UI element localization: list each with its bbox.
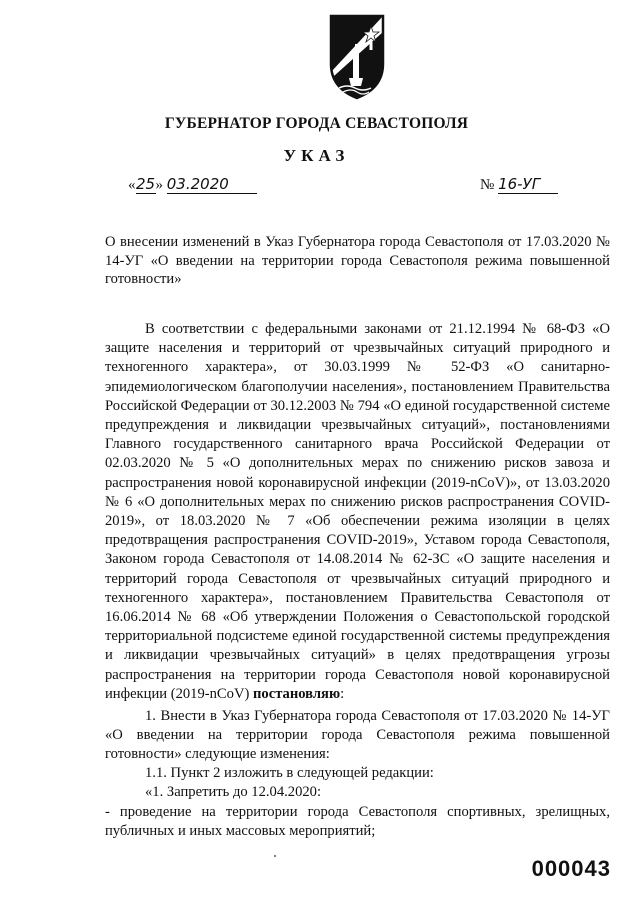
- date-month-year: 03.2020: [167, 175, 257, 194]
- date-day: 25: [135, 175, 156, 193]
- decree-subject: О внесении изменений в Указ Губернатора города Севастополя от 17.03.2020 № 14-УГ «О введении на территории города Севастополя режима повышенной готовности»: [105, 234, 610, 287]
- decree-date: [128, 175, 257, 194]
- issuing-authority: ГУБЕРНАТОР ГОРОДА СЕВАСТОПОЛЯ: [164, 115, 469, 132]
- bullet-item: - проведение на территории города Севастополя спортивных, зрелищных, публичных и иных массовых мероприятий;: [105, 804, 610, 840]
- item-1-1: 1.1. Пункт 2 изложить в следующей редакции:: [145, 765, 434, 781]
- date-close-quote: »: [155, 177, 163, 193]
- decision-word: постановляю: [253, 685, 341, 702]
- number-sign: №: [480, 177, 495, 193]
- document-type: УКАЗ: [283, 146, 350, 165]
- sevastopol-coat-of-arms-icon: [325, 12, 389, 100]
- preamble-paragraph: [105, 320, 610, 704]
- decree-number: [480, 175, 558, 194]
- document-serial-number: 000043: [531, 856, 611, 881]
- item-1: 1. Внести в Указ Губернатора города Севастополя от 17.03.2020 № 14-УГ «О введении на территории города Севастополя режима повышенной готовности» следующие изменения:: [105, 708, 610, 763]
- quoted-item-1: «1. Запретить до 12.04.2020:: [145, 784, 322, 800]
- decision-colon: :: [340, 685, 345, 702]
- preamble-text: В соответствии с федеральными законами от 21.12.1994 № 68-ФЗ «О защите населения и территорий от чрезвычайных ситуаций природного и техногенного характера», от 30.03.1999 № 52-ФЗ «О санитарно-эпидемиологическом благополучии населения», постановлением Правительства Российской Федерации от 30.12.2003 № 794 «О единой государственной системе предупреждения и ликвидации чрезвычайных ситуаций», постановлениями Главного государственного санитарного врача Российской Федерации от 02.03.2020 № 5 «О дополнительных мерах по снижению рисков завоза и распространения новой коронавирусной инфекции (2019-nCoV)», от 13.03.2020 № 6 «О дополнительных мерах по снижению рисков распространения COVID-2019», от 18.03.2020 № 7 «Об обеспечении режима изоляции в целях предотвращения распространения COVID-2019», Уставом города Севастополя, Законом города Севастополя от 14.08.2014 № 62-ЗС «О защите населения и территорий города Севастополя от чрезвычайных ситуаций природного и техногенного характера», постановлением Правительства Севастополя от 16.06.2014 № 68 «Об утверждении Положения о Севастопольской городской территориальной подсистеме единой государственной системы предупреждения и ликвидации чрезвычайных ситуаций» в целях предотвращения угрозы распространения на территории города Севастополя новой коронавирусной инфекции (2019-nCoV): [105, 321, 610, 702]
- scan-speck: [274, 855, 276, 857]
- date-open-quote: «: [128, 177, 136, 193]
- number-value: 16-УГ: [498, 175, 558, 194]
